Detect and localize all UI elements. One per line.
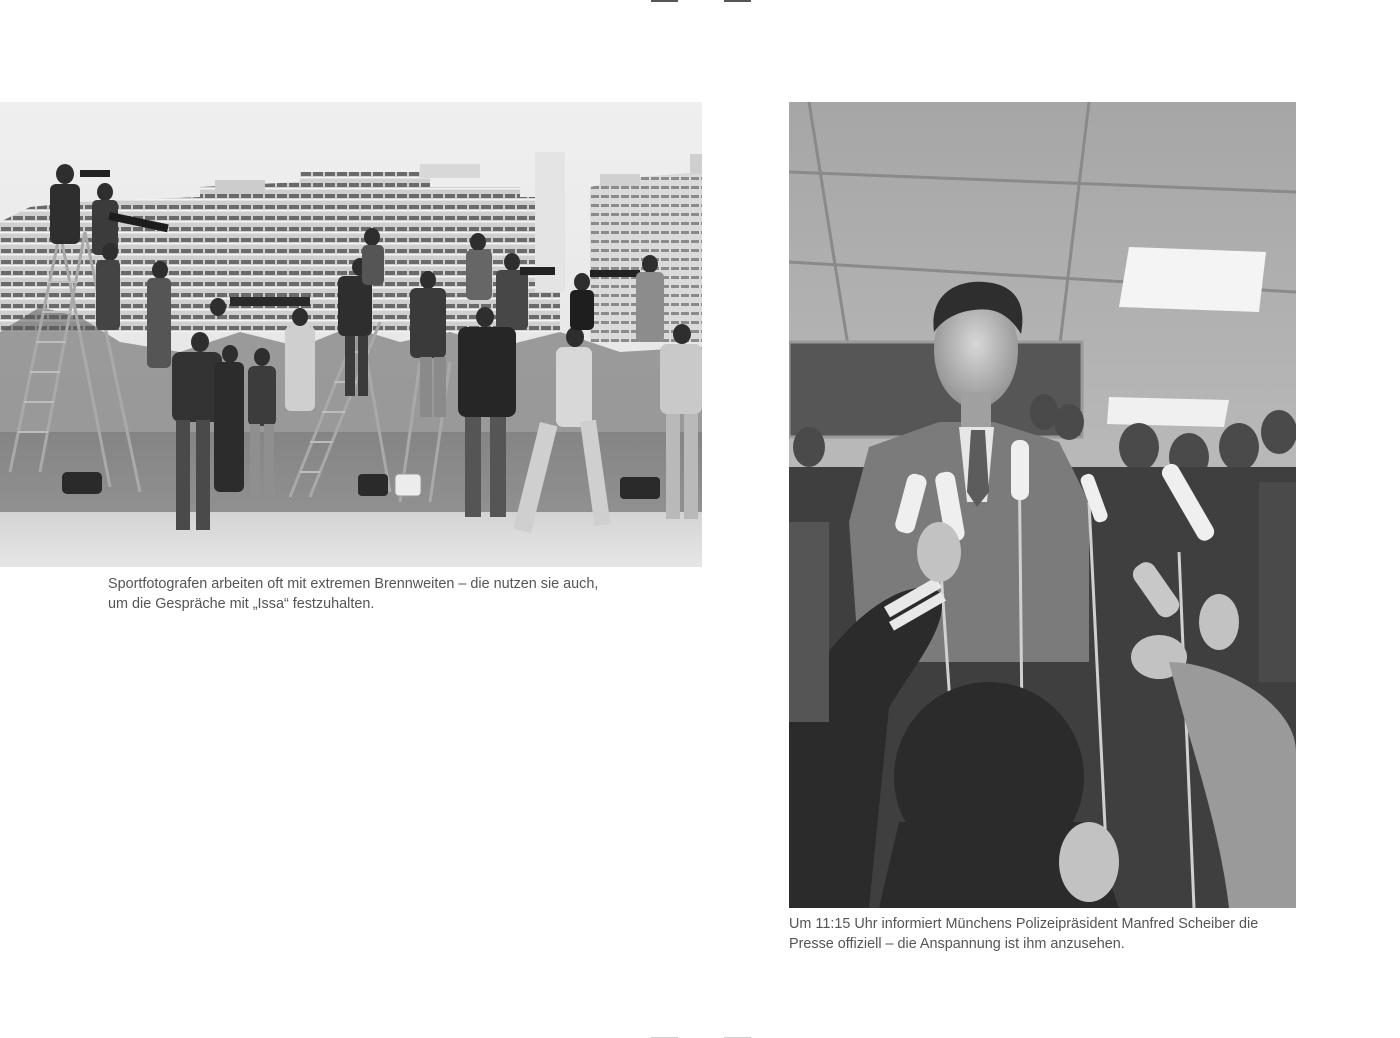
- caption-line: Um 11:15 Uhr informiert Münchens Polizeipräsident Manfred Scheiber die: [789, 916, 1259, 932]
- caption-line: Sportfotografen arbeiten oft mit extremen Brennweiten – die nutzen sie auch,: [108, 576, 599, 592]
- page-marker-top-left: [651, 0, 678, 2]
- photographers-caption: [108, 575, 668, 614]
- press-conference-photo: [789, 102, 1296, 908]
- caption-line: um die Gespräche mit „Issa“ festzuhalten.: [108, 595, 375, 612]
- photographers-photo: [0, 102, 702, 567]
- page-marker-top-right: [724, 0, 751, 2]
- press-conference-caption: [789, 915, 1309, 954]
- caption-line: Presse offiziell – die Anspannung ist ihm anzusehen.: [789, 935, 1125, 952]
